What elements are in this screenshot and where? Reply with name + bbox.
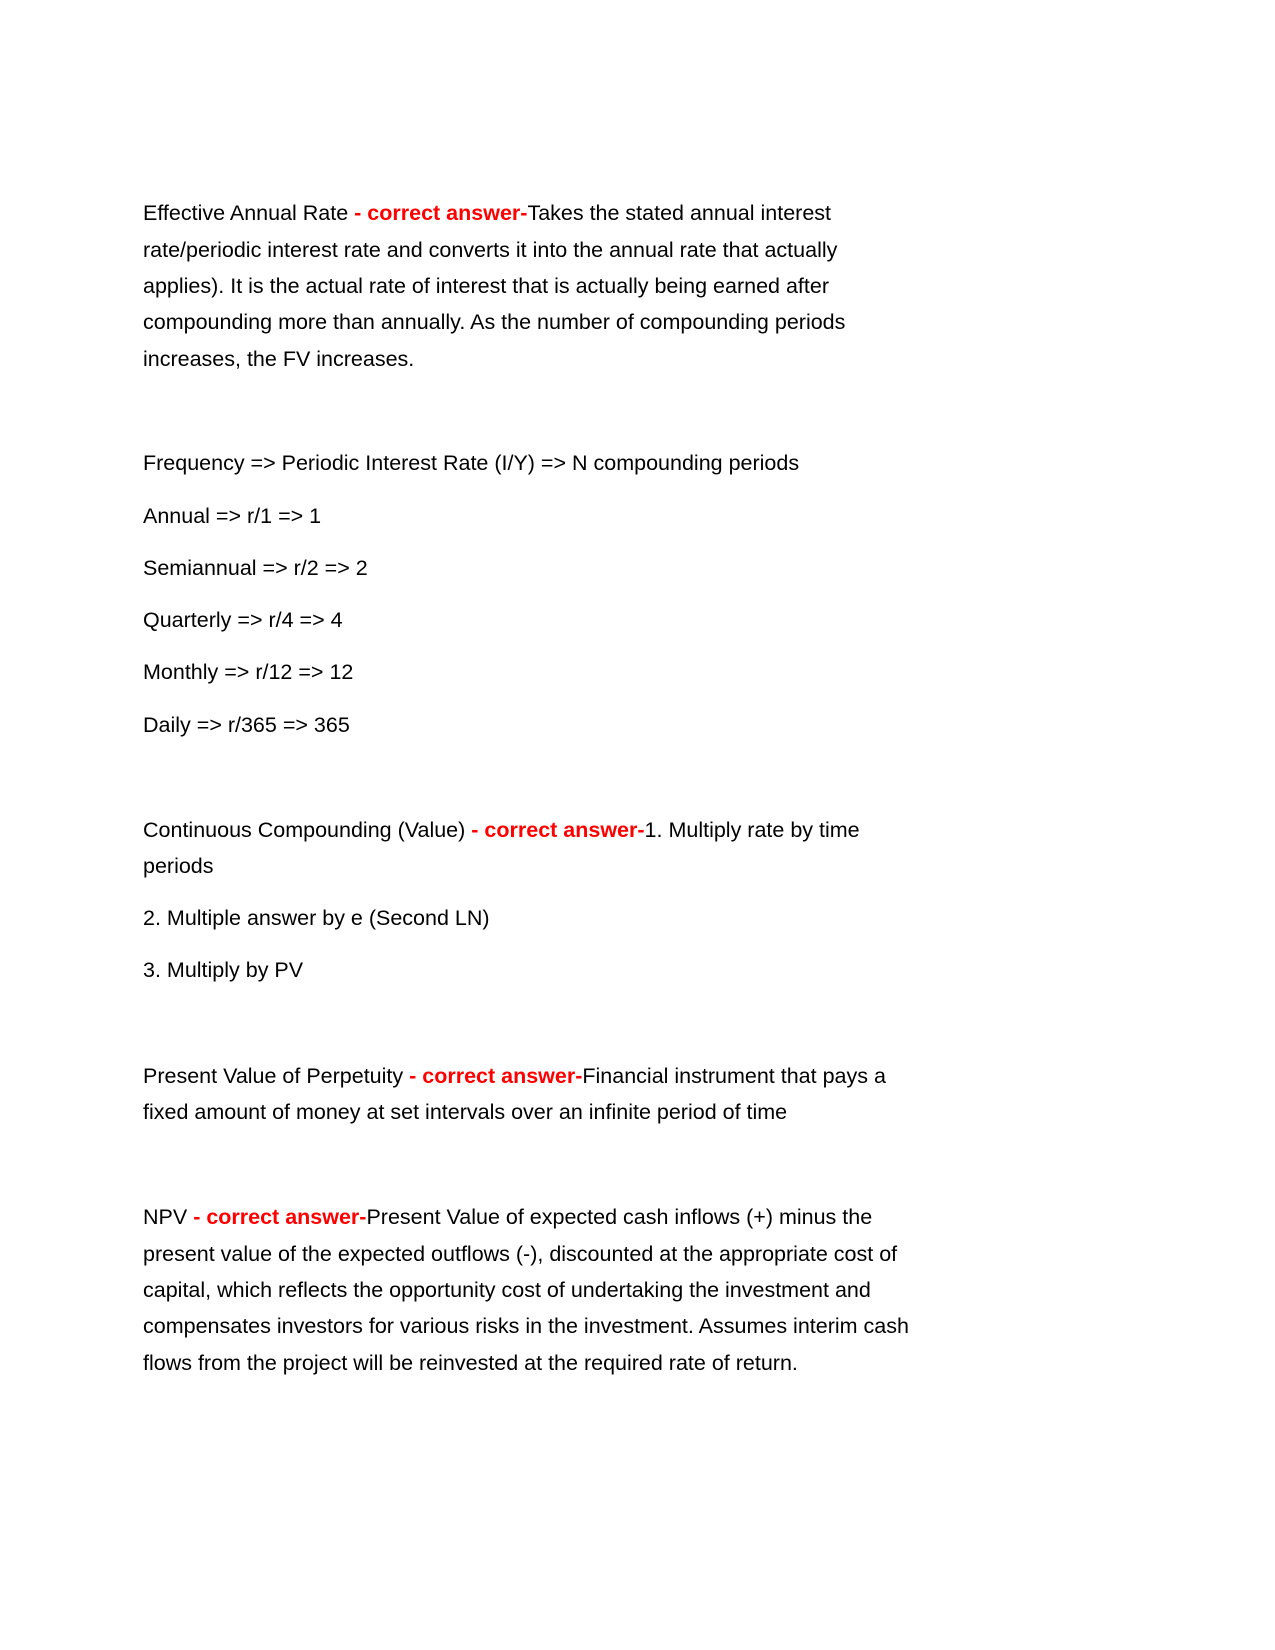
perpetuity-line: fixed amount of money at set intervals over an infinite period of time	[143, 1100, 788, 1124]
correct-answer-marker: - correct answer-	[409, 1064, 583, 1088]
npv-line: present value of the expected outflows (-), discounted at the appropriate cost of	[143, 1242, 898, 1266]
perpetuity-term: Present Value of Perpetuity	[143, 1064, 410, 1088]
continuous-definition: 1. Multiply rate by time	[644, 818, 860, 842]
correct-answer-marker: - correct answer-	[193, 1205, 367, 1229]
continuous-step: 2. Multiple answer by e (Second LN)	[143, 906, 490, 930]
frequency-row: Daily => r/365 => 365	[143, 713, 350, 737]
continuous-line	[143, 816, 860, 844]
ear-line: compounding more than annually. As the number of compounding periods	[143, 310, 846, 334]
npv-line: capital, which reflects the opportunity cost of undertaking the investment and	[143, 1278, 871, 1302]
ear-term: Effective Annual Rate	[143, 201, 355, 225]
perpetuity-definition: Financial instrument that pays a	[582, 1064, 886, 1088]
continuous-step: 3. Multiply by PV	[143, 958, 304, 982]
frequency-row: Annual => r/1 => 1	[143, 504, 322, 528]
npv-definition: Present Value of expected cash inflows (+) minus the	[366, 1205, 873, 1229]
npv-line	[143, 1203, 872, 1231]
npv-line: compensates investors for various risks in the investment. Assumes interim cash	[143, 1314, 909, 1338]
ear-line: rate/periodic interest rate and converts it into the annual rate that actually	[143, 238, 838, 262]
correct-answer-marker: - correct answer-	[471, 818, 645, 842]
ear-line: applies). It is the actual rate of interest that is actually being earned after	[143, 274, 829, 298]
npv-term: NPV	[143, 1205, 194, 1229]
continuous-term: Continuous Compounding (Value)	[143, 818, 472, 842]
ear-line	[143, 199, 831, 227]
frequency-header: Frequency => Periodic Interest Rate (I/Y) => N compounding periods	[143, 451, 800, 475]
ear-definition: Takes the stated annual interest	[527, 201, 832, 225]
frequency-row: Monthly => r/12 => 12	[143, 660, 354, 684]
correct-answer-marker: - correct answer-	[354, 201, 528, 225]
frequency-row: Quarterly => r/4 => 4	[143, 608, 343, 632]
npv-line: flows from the project will be reinvested at the required rate of return.	[143, 1351, 798, 1375]
continuous-line: periods	[143, 854, 214, 878]
perpetuity-line	[143, 1062, 886, 1090]
frequency-row: Semiannual => r/2 => 2	[143, 556, 368, 580]
ear-line: increases, the FV increases.	[143, 347, 415, 371]
